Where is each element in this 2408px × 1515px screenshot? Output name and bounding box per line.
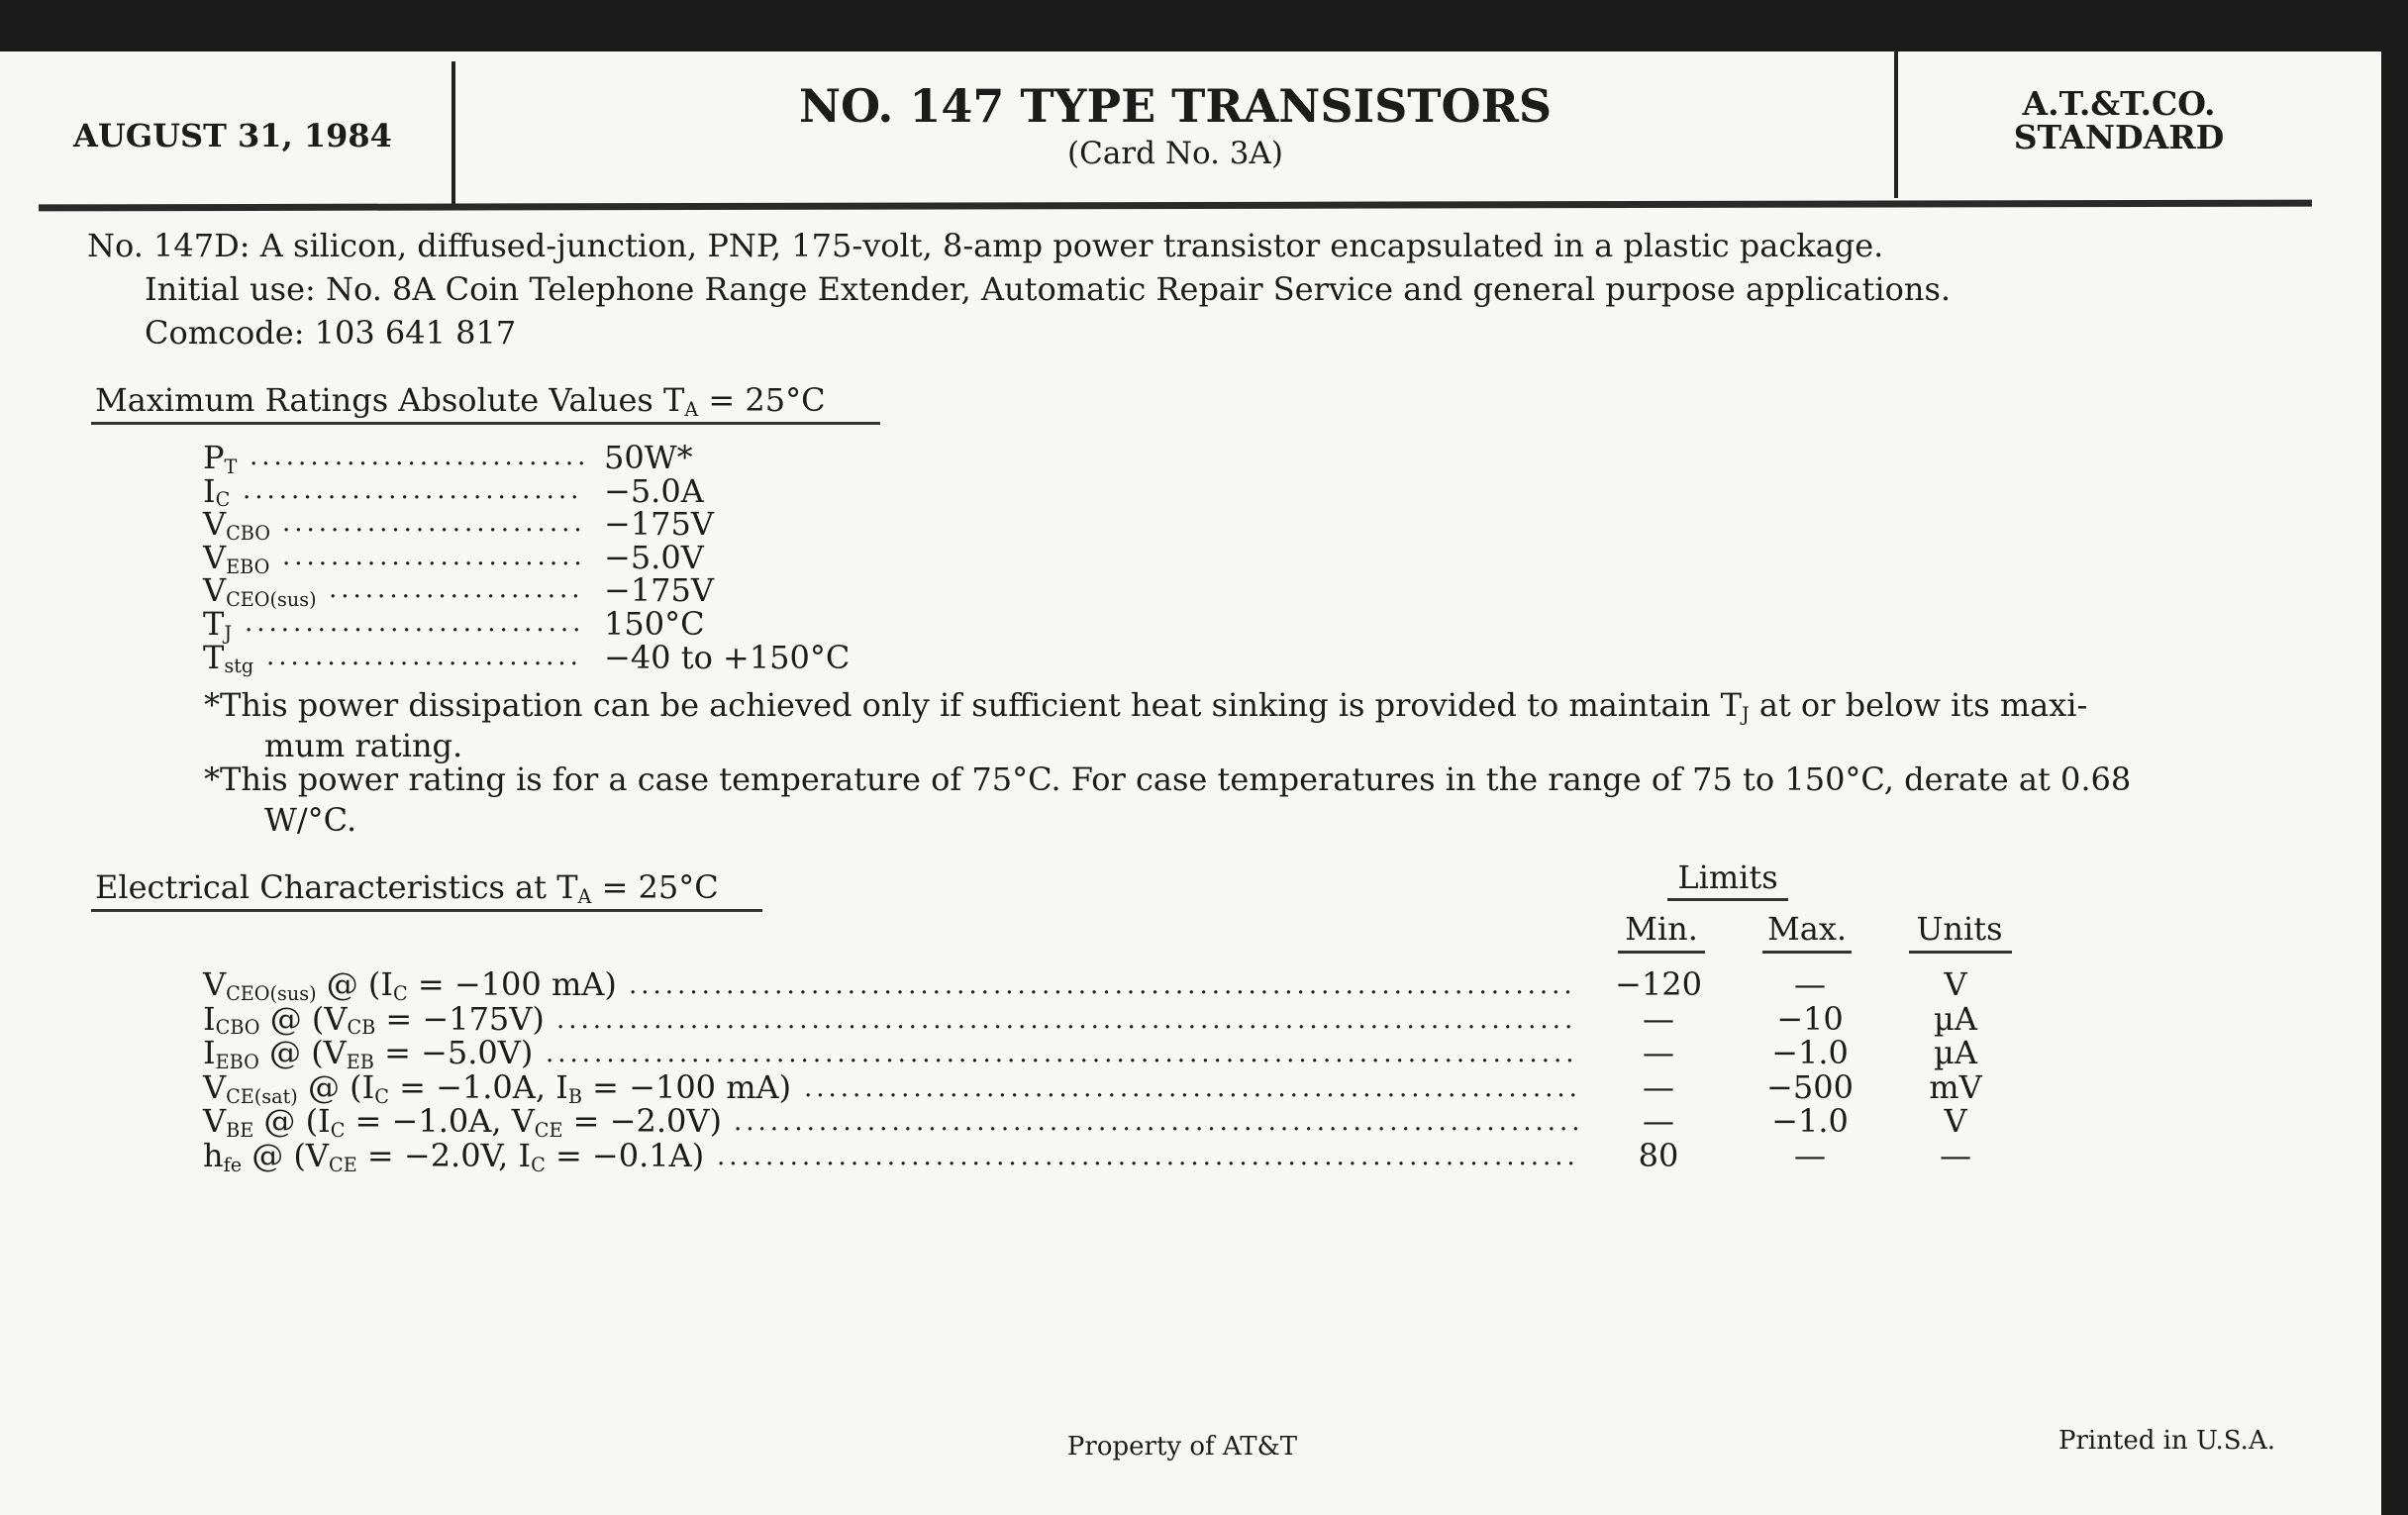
subscript: CE(sat) — [226, 1084, 298, 1108]
rating-value: −175V — [604, 505, 714, 544]
rating-label — [203, 538, 270, 578]
rating-label — [203, 505, 270, 545]
text-run: I — [203, 471, 216, 510]
card-subtitle: (Card No. 3A) — [1067, 136, 1283, 171]
subscript: B — [567, 1084, 582, 1108]
text-run: I — [203, 1034, 216, 1072]
text-run: = 25°C — [591, 868, 719, 906]
text-run: @ (I — [316, 965, 394, 1003]
text-run: = −100 mA) — [407, 965, 617, 1003]
description-line: No. 147D: A silicon, diffused-junction, PNP, 175-volt, 8-amp power transistor encapsulated in a plastic package. — [87, 227, 1884, 264]
text-run: = −2.0V, I — [356, 1137, 532, 1174]
units-header: Units — [1916, 910, 2003, 948]
subscript: A — [577, 884, 592, 908]
footnote-1 — [204, 686, 2088, 726]
text-run: T — [203, 638, 225, 676]
limits-underline — [1667, 898, 1788, 901]
min-value: 80 — [1638, 1137, 1679, 1174]
printed-note: Printed in U.S.A. — [2057, 1426, 2275, 1456]
text-run: P — [203, 439, 225, 476]
characteristic-label — [203, 1067, 792, 1108]
rating-value: 150°C — [604, 605, 705, 643]
units-value: V — [1944, 965, 1967, 1003]
comcode-line: Comcode: 103 641 817 — [145, 314, 517, 352]
subscript: C — [531, 1153, 546, 1176]
subscript: J — [1741, 702, 1750, 726]
property-note: Property of AT&T — [1066, 1432, 1298, 1462]
text-run: I — [203, 999, 216, 1038]
rating-label — [203, 605, 233, 645]
subscript: CBO — [215, 1016, 260, 1040]
min-header: Min. — [1625, 910, 1698, 948]
text-run: V — [203, 571, 227, 610]
subscript: C — [330, 1119, 346, 1143]
card-title: NO. 147 TYPE TRANSISTORS — [798, 79, 1553, 133]
rating-value: −5.0V — [604, 538, 704, 576]
text-run: Electrical Characteristics at T — [95, 868, 578, 906]
initial-use-line: Initial use: No. 8A Coin Telephone Range Extender, Automatic Repair Service and general purpose applications. — [145, 270, 1952, 308]
units-value: mV — [1929, 1067, 1982, 1106]
subscript: A — [684, 397, 699, 421]
leader-dots: .................................................................................... — [556, 1004, 1577, 1035]
min-underline — [1618, 951, 1705, 954]
text-run: = −5.0V) — [373, 1034, 534, 1072]
text-run: = −0.1A) — [545, 1137, 705, 1174]
text-run: h — [203, 1137, 224, 1174]
max-value: −500 — [1766, 1067, 1854, 1106]
text-run: = −100 mA) — [581, 1067, 792, 1106]
rating-label — [203, 571, 317, 612]
limits-label: Limits — [1677, 858, 1778, 896]
rating-value: −40 to +150°C — [604, 638, 851, 676]
rating-label — [203, 439, 238, 478]
characteristic-label — [203, 1102, 722, 1143]
subscript: EBO — [226, 555, 270, 578]
text-run: = −2.0V) — [562, 1102, 722, 1141]
text-run: @ (I — [297, 1067, 375, 1106]
subscript: CE — [329, 1153, 357, 1176]
footnote-1-cont: mum rating. — [264, 727, 463, 764]
text-run: @ (V — [242, 1137, 330, 1174]
max-header: Max. — [1766, 910, 1848, 948]
org-line1: A.T.&T.CO. — [2022, 84, 2216, 123]
max-value: — — [1794, 1137, 1826, 1174]
characteristic-label — [203, 999, 545, 1040]
units-value: µA — [1934, 999, 1977, 1038]
leader-dots: ............................ — [243, 474, 583, 505]
rating-label — [203, 638, 254, 678]
text-run: V — [203, 1102, 227, 1141]
subscript: fe — [223, 1153, 243, 1176]
max-value: −1.0 — [1771, 1102, 1849, 1141]
text-run: *This power dissipation can be achieved only if sufficient heat sinking is provided to maintain T — [204, 686, 1742, 724]
text-run: @ (I — [253, 1102, 331, 1141]
min-value: — — [1643, 1067, 1674, 1106]
characteristic-label — [203, 1137, 705, 1176]
text-run: T — [203, 605, 225, 643]
leader-dots: ............................ — [245, 608, 585, 638]
max-value: −1.0 — [1771, 1034, 1849, 1072]
header-divider-right — [1894, 50, 1898, 198]
units-value: µA — [1934, 1034, 1977, 1072]
leader-dots: ..................................................................................... — [546, 1039, 1578, 1069]
subscript: CE — [534, 1119, 563, 1143]
leader-dots: ...................................................................... — [734, 1107, 1584, 1138]
subscript: T — [224, 454, 238, 478]
leader-dots: ................................................................ — [804, 1072, 1581, 1103]
leader-dots: ............................ — [250, 442, 590, 471]
text-run: at or below its maxi- — [1749, 686, 2088, 724]
units-value: V — [1944, 1102, 1967, 1141]
electrical-underline — [91, 909, 762, 912]
text-run: = −1.0A, V — [345, 1102, 535, 1141]
units-underline — [1909, 951, 2012, 954]
subscript: CEO(sus) — [226, 981, 317, 1005]
max-value: −10 — [1776, 999, 1844, 1038]
subscript: C — [374, 1084, 389, 1108]
max-underline — [1762, 951, 1852, 954]
text-run: V — [203, 965, 227, 1003]
org-line2: STANDARD — [2013, 118, 2225, 156]
leader-dots: ......................... — [282, 508, 586, 539]
text-run: Maximum Ratings Absolute Values T — [95, 381, 685, 419]
text-run: V — [203, 538, 227, 576]
max-value: — — [1794, 965, 1826, 1003]
leader-dots: ..................... — [329, 574, 584, 605]
subscript: EBO — [215, 1050, 259, 1073]
rating-label — [203, 471, 231, 512]
subscript: CBO — [226, 521, 270, 545]
leader-dots: .............................................................................. — [629, 970, 1576, 1000]
text-run: = 25°C — [698, 381, 826, 419]
leader-dots: ......................... — [282, 541, 586, 571]
min-value: — — [1643, 1034, 1674, 1072]
text-run: = −1.0A, I — [388, 1067, 568, 1106]
rating-value: −175V — [604, 571, 714, 610]
subscript: stg — [224, 655, 254, 678]
card-date: AUGUST 31, 1984 — [73, 117, 392, 154]
characteristic-label — [203, 1034, 534, 1073]
min-value: −120 — [1615, 965, 1702, 1003]
subscript: CEO(sus) — [226, 588, 317, 612]
min-value: — — [1643, 999, 1674, 1038]
text-run: = −175V) — [375, 999, 545, 1038]
leader-dots: ....................................................................... — [717, 1142, 1579, 1171]
rating-value: −5.0A — [604, 471, 704, 510]
subscript: C — [215, 488, 231, 512]
rating-value: 50W* — [604, 439, 693, 476]
characteristic-label — [203, 965, 617, 1005]
subscript: C — [393, 981, 408, 1005]
subscript: CB — [347, 1016, 376, 1040]
text-run: @ (V — [258, 1034, 347, 1072]
min-value: — — [1643, 1102, 1674, 1141]
electrical-heading — [95, 868, 719, 908]
units-value: — — [1940, 1137, 1971, 1174]
subscript: EB — [346, 1050, 374, 1073]
leader-dots: .......................... — [266, 641, 582, 671]
text-run: @ (V — [259, 999, 348, 1038]
max-ratings-underline — [91, 422, 880, 425]
text-run: V — [203, 1067, 227, 1106]
footnote-2: *This power rating is for a case temperature of 75°C. For case temperatures in the range of 75 to 150°C, derate at 0.68 — [204, 760, 2132, 798]
header-divider-left — [452, 61, 455, 210]
text-run: V — [203, 505, 227, 544]
subscript: BE — [226, 1119, 254, 1143]
max-ratings-heading — [95, 381, 826, 421]
subscript: J — [224, 621, 233, 645]
footnote-2-cont: W/°C. — [264, 801, 357, 839]
